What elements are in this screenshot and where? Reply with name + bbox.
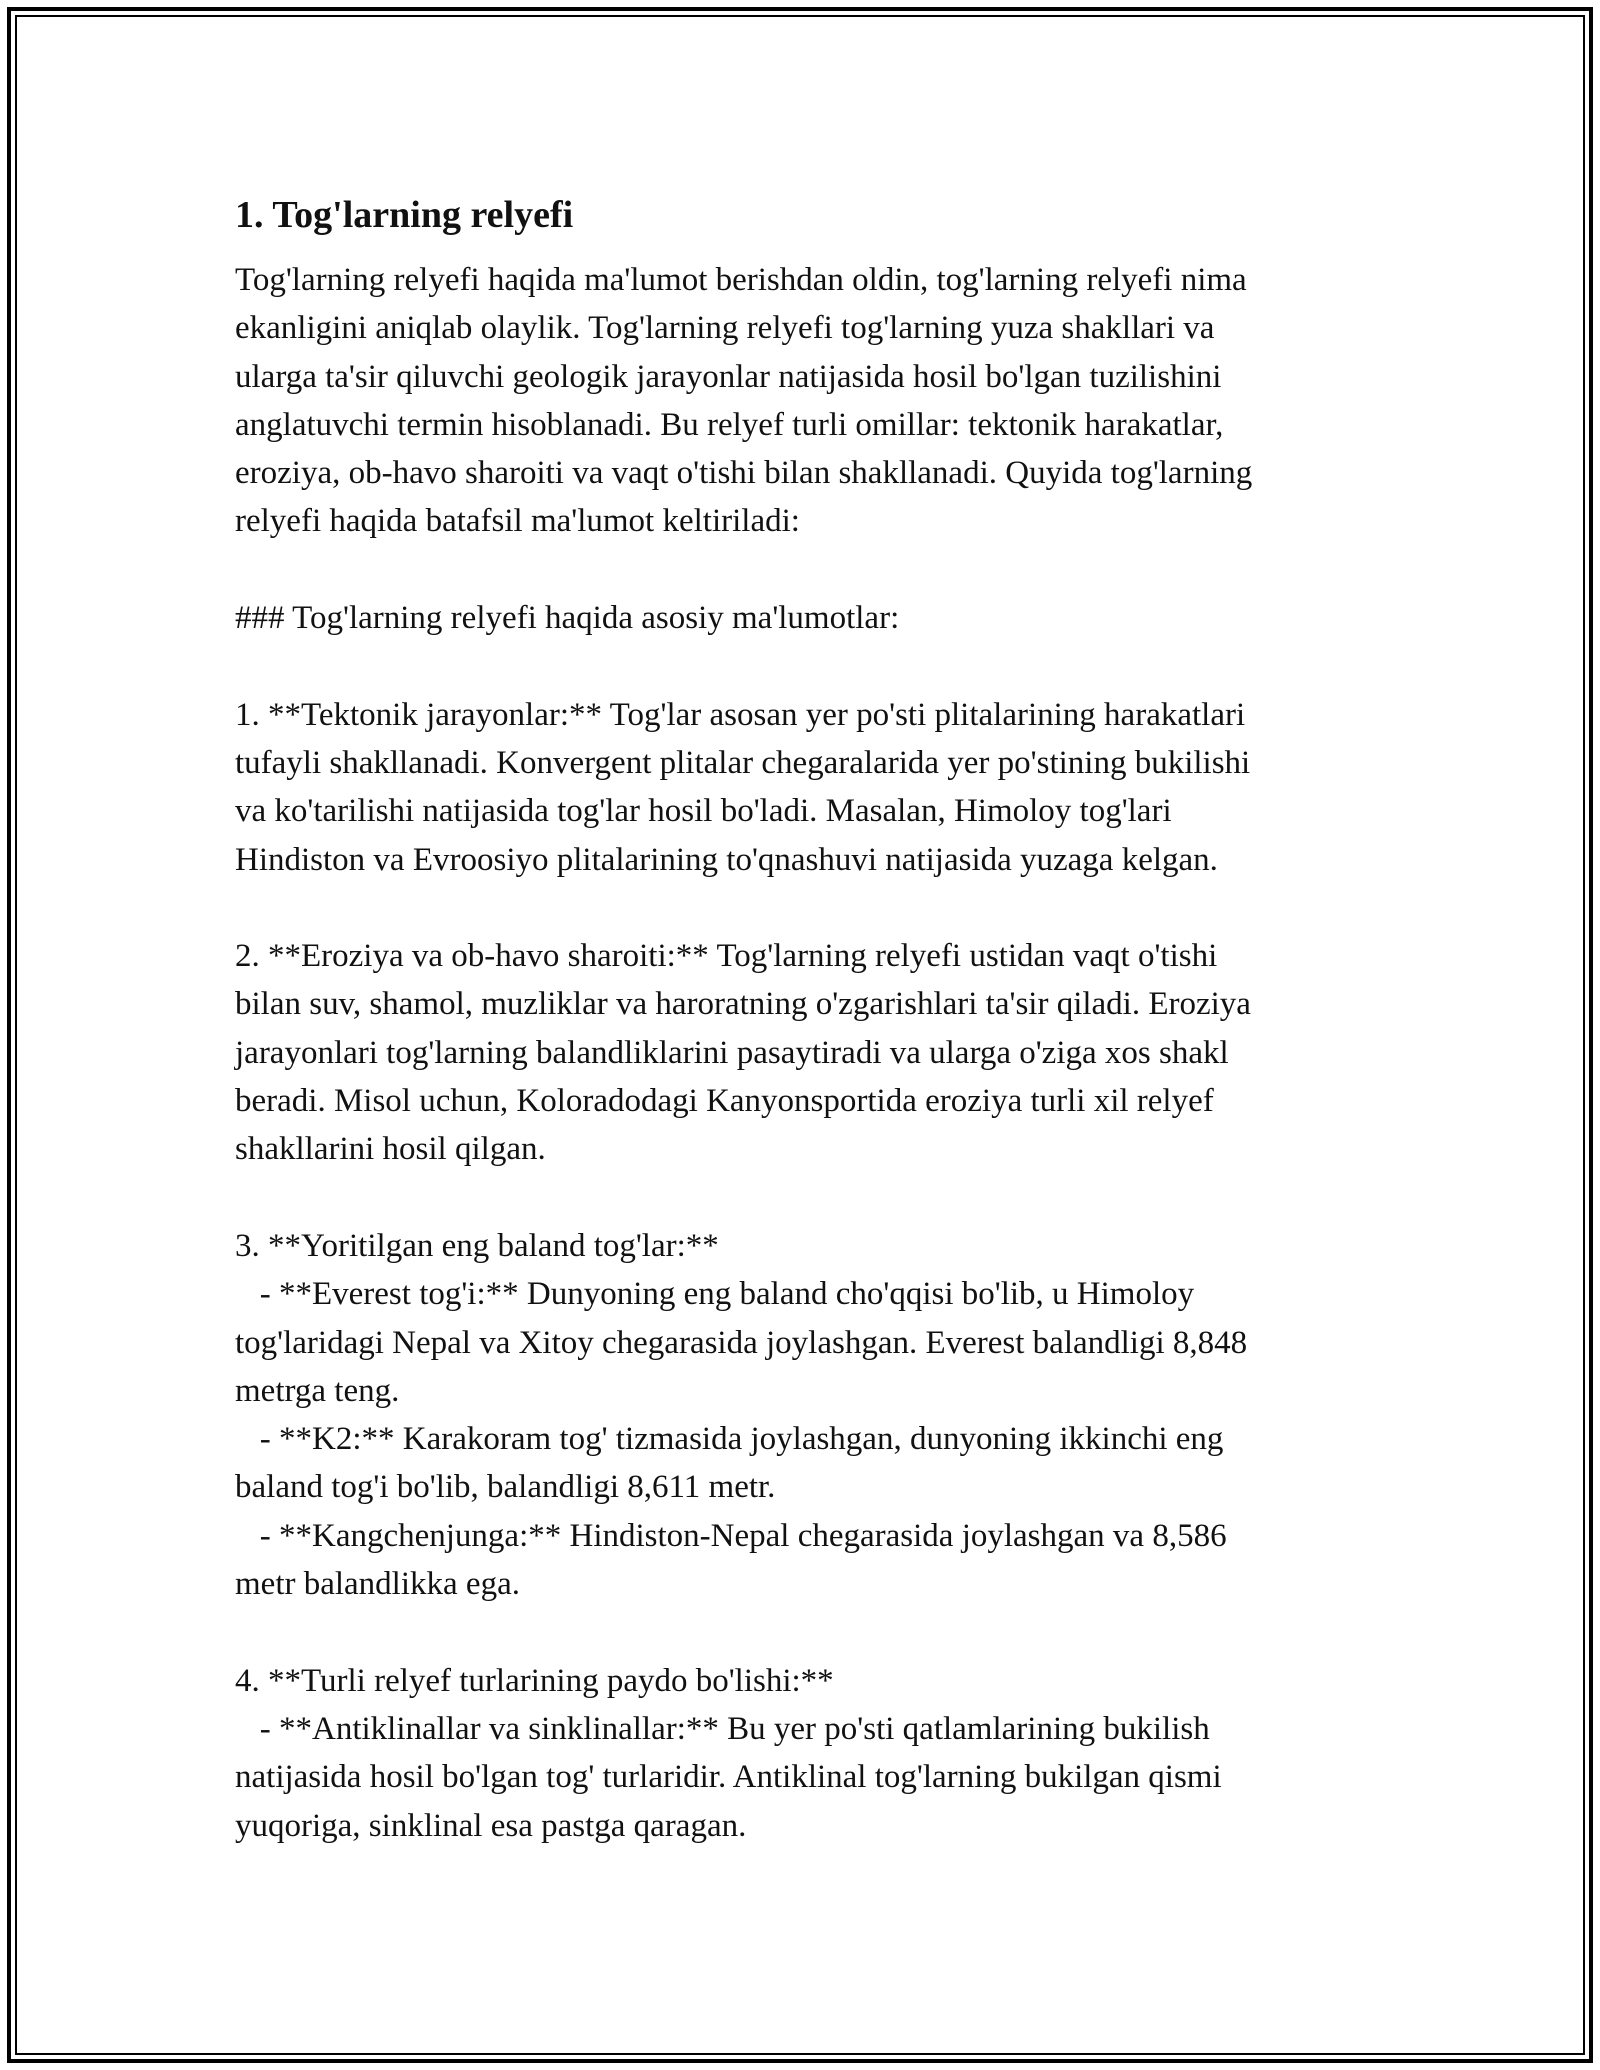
text-line: jarayonlari tog'larning balandliklarini pasaytiradi va ularga o'ziga xos shakl xyxy=(235,1034,1229,1071)
text-line: ekanligini aniqlab olaylik. Tog'larning relyefi tog'larning yuza shakllari va xyxy=(235,310,1215,347)
text-line: 2. **Eroziya va ob-havo sharoiti:** Tog'larning relyefi ustidan vaqt o'tishi xyxy=(235,938,1218,975)
text-line: - **Kangchenjunga:** Hindiston-Nepal chegarasida joylashgan va 8,586 xyxy=(235,1517,1227,1554)
text-line: va ko'tarilishi natijasida tog'lar hosil bo'ladi. Masalan, Himoloy tog'lari xyxy=(235,793,1172,830)
list-item-relief-types xyxy=(235,1657,1385,1850)
paragraph-spacer xyxy=(235,546,1385,594)
paragraph-spacer xyxy=(235,642,1385,690)
text-line: 1. **Tektonik jarayonlar:** Tog'lar asosan yer po'sti plitalarining harakatlari xyxy=(235,696,1246,733)
text-line: eroziya, ob-havo sharoiti va vaqt o'tishi bilan shakllanadi. Quyida tog'larning xyxy=(235,455,1253,492)
text-line: - **K2:** Karakoram tog' tizmasida joylashgan, dunyoning ikkinchi eng xyxy=(235,1421,1224,1458)
document-heading: 1. Tog'larning relyefi xyxy=(235,194,574,236)
text-line: metrga teng. xyxy=(235,1372,400,1409)
intro-paragraph xyxy=(235,256,1385,546)
text-line: 3. **Yoritilgan eng baland tog'lar:** xyxy=(235,1227,719,1264)
text-line: 4. **Turli relyef turlarining paydo bo'lishi:** xyxy=(235,1662,834,1699)
text-line: shakllarini hosil qilgan. xyxy=(235,1131,546,1168)
subheading: ### Tog'larning relyefi haqida asosiy ma'lumotlar: xyxy=(235,600,900,637)
text-line: Hindiston va Evroosiyo plitalarining to'qnashuvi natijasida yuzaga kelgan. xyxy=(235,841,1218,878)
paragraph-spacer xyxy=(235,884,1385,932)
text-line: tog'laridagi Nepal va Xitoy chegarasida joylashgan. Everest balandligi 8,848 xyxy=(235,1324,1248,1361)
text-line: - **Antiklinallar va sinklinallar:** Bu yer po'sti qatlamlarining bukilish xyxy=(235,1710,1210,1747)
list-item-tectonic xyxy=(235,691,1385,884)
text-line: relyefi haqida batafsil ma'lumot keltiriladi: xyxy=(235,503,800,540)
text-line: - **Everest tog'i:** Dunyoning eng baland cho'qqisi bo'lib, u Himoloy xyxy=(235,1276,1195,1313)
text-line: tufayli shakllanadi. Konvergent plitalar chegaralarida yer po'stining bukilishi xyxy=(235,744,1251,781)
text-line: ularga ta'sir qiluvchi geologik jarayonlar natijasida hosil bo'lgan tuzilishini xyxy=(235,358,1222,395)
document-body xyxy=(235,186,1385,1850)
paragraph-spacer xyxy=(235,1608,1385,1656)
list-item-erosion xyxy=(235,932,1385,1173)
paragraph-spacer xyxy=(235,1174,1385,1222)
text-line: Tog'larning relyefi haqida ma'lumot berishdan oldin, tog'larning relyefi nima xyxy=(235,262,1247,298)
text-line: beradi. Misol uchun, Koloradodagi Kanyonsportida eroziya turli xil relyef xyxy=(235,1083,1214,1120)
text-line: anglatuvchi termin hisoblanadi. Bu relyef turli omillar: tektonik harakatlar, xyxy=(235,406,1224,443)
list-item-highest-mountains xyxy=(235,1222,1385,1608)
text-line: bilan suv, shamol, muzliklar va haroratning o'zgarishlari ta'sir qiladi. Eroziya xyxy=(235,986,1251,1023)
text-line: metr balandlikka ega. xyxy=(235,1566,520,1603)
text-line: baland tog'i bo'lib, balandligi 8,611 metr. xyxy=(235,1469,776,1506)
text-line: yuqoriga, sinklinal esa pastga qaragan. xyxy=(235,1807,747,1844)
text-line: natijasida hosil bo'lgan tog' turlaridir. Antiklinal tog'larning bukilgan qismi xyxy=(235,1759,1222,1796)
